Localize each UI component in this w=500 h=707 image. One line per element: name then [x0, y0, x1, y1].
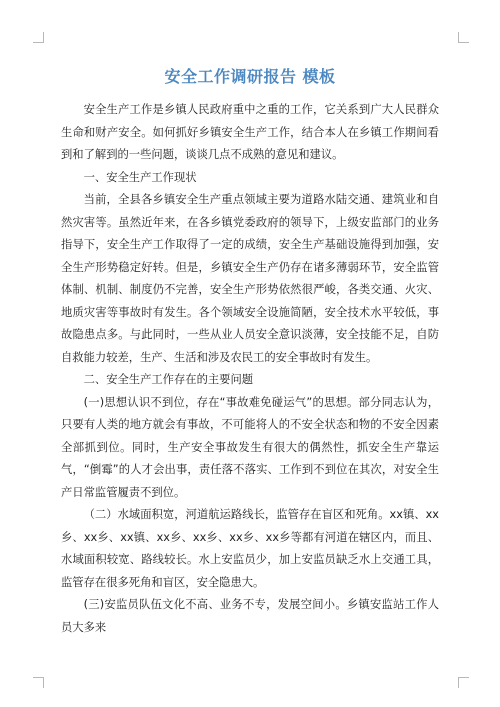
section-heading-2: 二、安全生产工作存在的主要问题 [83, 373, 254, 386]
paragraph-problem-3: (三)安监员队伍文化不高、业务不专，发展空间小。乡镇安监站工作人员大多来 [61, 598, 439, 634]
paragraph-problem-2: （二）水域面积宽，河道航运路线长，监管存在盲区和死角。xx镇、xx乡、xx乡、xx镇、xx乡、xx乡、xx乡、xx乡等都有河道在辖区内，而且、水域面积较宽、路线较长。水上安监员少，加上安监员缺乏水上交通工具，监管存在很多死角和盲区，安全隐患大。 [61, 508, 439, 589]
page-corner-mark-top-left [33, 32, 44, 43]
paragraph-intro: 安全生产工作是乡镇人民政府重中之重的工作，它关系到广大人民群众生命和财产安全。如何抓好乡镇安全生产工作，结合本人在乡镇工作期间看到和了解到的一些问题，谈谈几点不成熟的意见和建议。 [61, 103, 439, 161]
section-heading-1: 一、安全生产工作现状 [83, 170, 197, 184]
document-body [61, 99, 439, 639]
paragraph-status: 当前，全县各乡镇安全生产重点领域主要为道路水陆交通、建筑业和自然灾害等。虽然近年来，在各乡镇党委政府的领导下，上级安监部门的业务指导下，安全生产工作取得了一定的成绩，安全生产基础设施得到加强，安全生产形势稳定好转。但是，乡镇安全生产仍存在诸多薄弱环节，安全监管体制、机制、制度仍不完善，安全生产形势依然很严峻，各类交通、火灾、地质灾害等事故时有发生。各个领域安全设施简陋，安全技术水平较低，事故隐患点多。与此同时，一些从业人员安全意识淡薄，安全技能不足，自防自救能力较差，生产、生活和涉及农民工的安全事故时有发生。 [61, 193, 439, 364]
paragraph-problem-1: (一)思想认识不到位，存在“事故难免碰运气”的思想。部分同志认为，只要有人类的地方就会有事故，不可能将人的不安全状态和物的不安全因素全部抓到位。同时，生产安全事故发生有很大的偶然性，抓安全生产靠运气，“倒霉”的人才会出事，责任落不落实、工作到不到位在其次，对安全生产日常监管履责不到位。 [61, 395, 439, 499]
document-title: 安全工作调研报告 模板 [164, 67, 336, 86]
page-corner-mark-bottom-left [33, 677, 44, 688]
page-corner-mark-top-right [458, 32, 469, 43]
page-corner-mark-bottom-right [458, 677, 469, 688]
